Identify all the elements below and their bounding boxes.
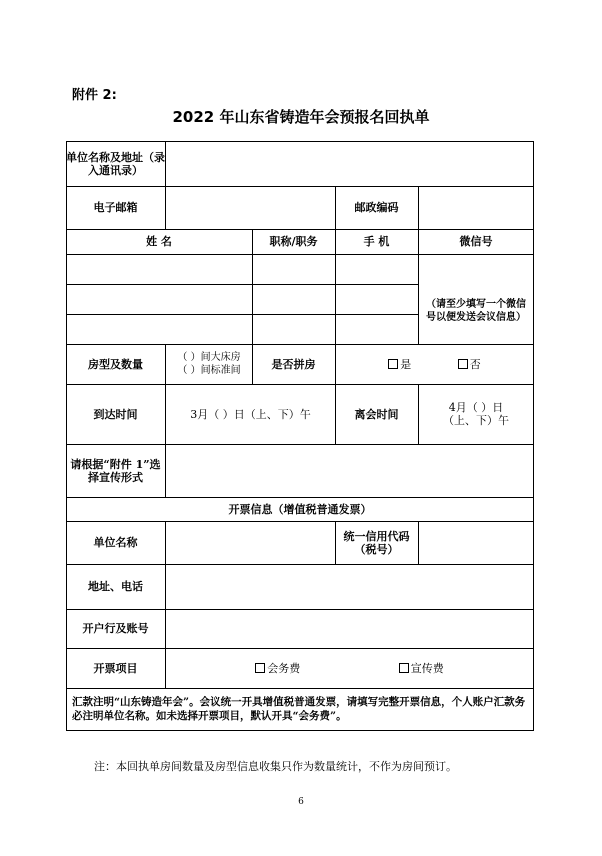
share-room-label: 是否拼房 <box>271 357 316 371</box>
checkbox-icon <box>399 663 409 673</box>
attendee-title-field[interactable] <box>252 314 335 344</box>
attendee-phone-field[interactable] <box>335 314 418 344</box>
leave-time-label: 离会时间 <box>354 407 399 421</box>
col-title-header: 职称/职务 <box>269 235 318 248</box>
unit-name-address-field[interactable] <box>166 141 533 186</box>
share-yes-option[interactable]: 是 <box>388 358 411 371</box>
arrive-time-field[interactable]: 3月（ ）日（上、下）午 <box>190 407 311 421</box>
unit-name-address-label: 单位名称及地址（录入通讯录） <box>66 150 165 177</box>
wechat-note: （请至少填写一个微信号以便发送会议信息） <box>426 299 526 323</box>
attachment-label: 附件 2: <box>72 88 117 103</box>
attendee-name-field[interactable] <box>66 254 252 284</box>
invoice-credit-label: 统一信用代码（税号） <box>343 529 410 556</box>
invoice-bank-field[interactable] <box>166 609 533 648</box>
room-std-option[interactable]: （ ）间标准间 <box>177 365 241 376</box>
registration-form <box>66 141 534 731</box>
promo-form-field[interactable] <box>166 444 533 497</box>
remit-instructions: 汇款注明“山东铸造年会”。会议统一开具增值税普通发票，请填写完整开票信息，个人账户汇款务必注明单位名称。如未选择开票项目，默认开具“会务费”。 <box>72 696 526 722</box>
checkbox-icon <box>458 359 468 369</box>
room-type-options[interactable] <box>166 344 252 384</box>
invoice-unit-field[interactable] <box>166 521 335 564</box>
checkbox-icon <box>388 359 398 369</box>
share-room-options[interactable] <box>335 344 534 384</box>
footer-note: 注：本回执单房间数量及房型信息收集只作为数量统计，不作为房间预订。 <box>94 760 457 773</box>
attendee-phone-field[interactable] <box>335 284 418 314</box>
promo-form-label: 请根据“附件 1”选择宣传形式 <box>70 457 161 484</box>
col-wechat-header: 微信号 <box>459 235 493 248</box>
attendee-name-field[interactable] <box>66 314 252 344</box>
share-no-option[interactable]: 否 <box>458 358 481 371</box>
invoice-unit-label: 单位名称 <box>93 536 138 549</box>
invoice-bank-label: 开户行及账号 <box>82 622 149 635</box>
invoice-address-field[interactable] <box>166 564 533 609</box>
col-phone-header: 手 机 <box>363 235 390 248</box>
checkbox-icon <box>255 663 265 673</box>
invoice-meeting-option[interactable]: 会务费 <box>255 662 300 675</box>
attendee-title-field[interactable] <box>252 284 335 314</box>
invoice-item-label: 开票项目 <box>93 661 138 675</box>
leave-time-field[interactable]: 4月（ ）日 （上、下）午 <box>443 401 509 427</box>
attendee-name-field[interactable] <box>66 284 252 314</box>
invoice-promo-option[interactable]: 宣传费 <box>399 662 444 675</box>
postcode-label: 邮政编码 <box>354 201 399 214</box>
attendee-phone-field[interactable] <box>335 254 418 284</box>
email-label: 电子邮箱 <box>93 201 138 214</box>
email-field[interactable] <box>166 186 335 229</box>
room-type-label: 房型及数量 <box>88 357 143 371</box>
invoice-header: 开票信息（增值税普通发票） <box>228 502 372 516</box>
page-number: 6 <box>298 797 304 807</box>
arrive-time-label: 到达时间 <box>93 407 138 421</box>
attendee-title-field[interactable] <box>252 254 335 284</box>
room-big-option[interactable]: （ ）间大床房 <box>177 352 241 363</box>
invoice-item-options[interactable] <box>166 648 533 688</box>
invoice-credit-field[interactable] <box>419 521 533 564</box>
page-title: 2022 年山东省铸造年会预报名回执单 <box>172 108 430 126</box>
invoice-address-label: 地址、电话 <box>88 580 143 593</box>
postcode-field[interactable] <box>419 186 533 229</box>
col-name-header: 姓 名 <box>146 235 172 248</box>
